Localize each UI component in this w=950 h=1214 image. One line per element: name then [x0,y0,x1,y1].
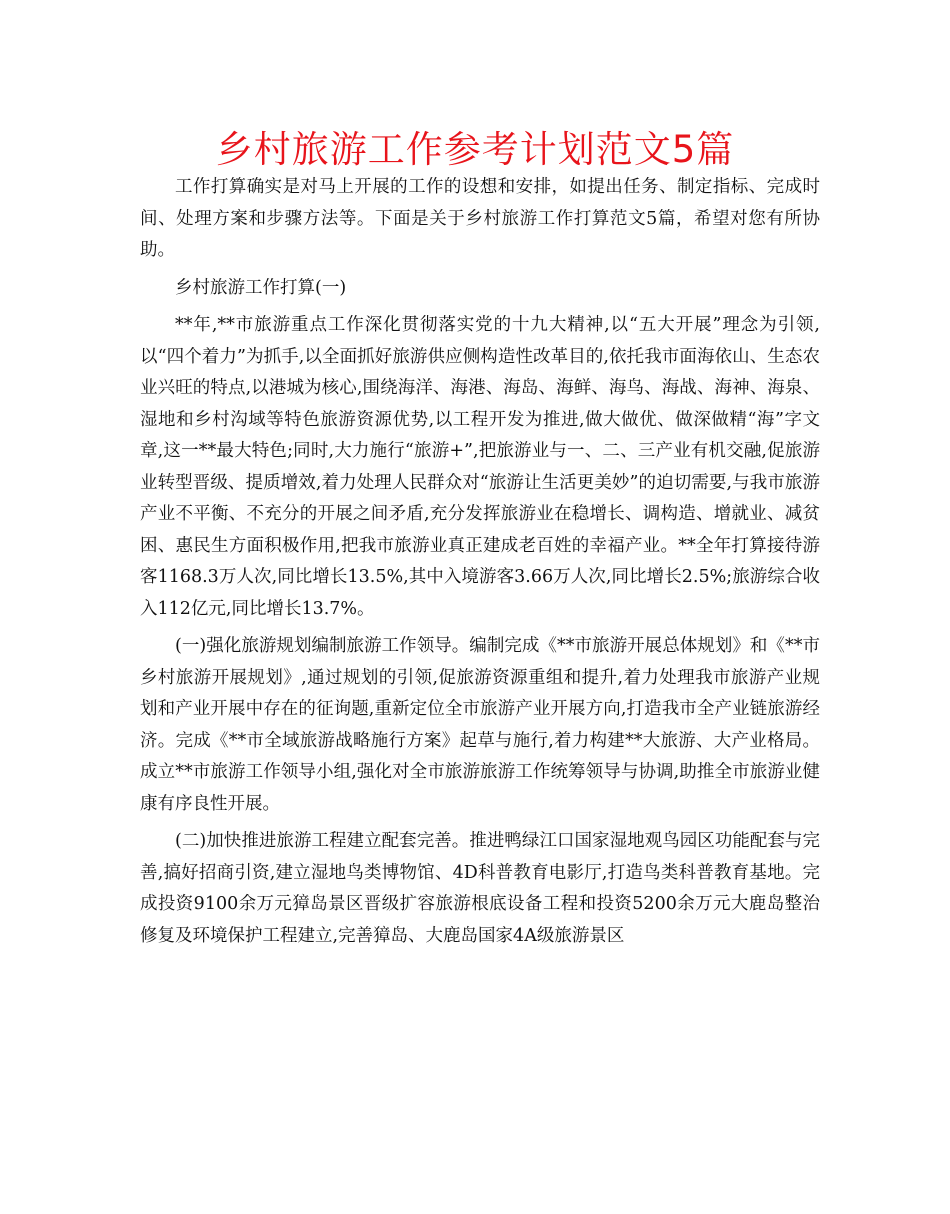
paragraph-overview: **年,**市旅游重点工作深化贯彻落实党的十九大精神,以“五大开展”理念为引领,以“四个着力”为抓手,以全面抓好旅游供应侧构造性改革目的,依托我市面海依山、生态农业兴旺的特点,以港城为核心,围绕海洋、海港、海岛、海鲜、海鸟、海战、海神、海泉、湿地和乡村沟域等特色旅游资源优势,以工程开发为推进,做大做优、做深做精“海”字文章,这一**最大特色;同时,大力施行“旅游+”,把旅游业与一、二、三产业有机交融,促旅游业转型晋级、提质增效,着力处理人民群众对“旅游让生活更美妙”的迫切需要,与我市旅游产业不平衡、不充分的开展之间矛盾,充分发挥旅游业在稳增长、调构造、增就业、减贫困、惠民生方面积极作用,把我市旅游业真正建成老百姓的幸福产业。**全年打算接待游客1168.3万人次,同比增长13.5%,其中入境游客3.66万人次,同比增长2.5%;旅游综合收入112亿元,同比增长13.7%。 [140,315,820,619]
section-heading: 乡村旅游工作打算(一) [175,277,347,298]
document-body [140,172,820,958]
paragraph-intro: 工作打算确实是对马上开展的工作的设想和安排，如提出任务、制定指标、完成时间、处理方案和步骤方法等。下面是关于乡村旅游工作打算范文5篇，希望对您有所协助。 [140,177,820,260]
paragraph-planning: (一)强化旅游规划编制旅游工作领导。编制完成《**市旅游开展总体规划》和《**市乡村旅游开展规划》,通过规划的引领,促旅游资源重组和提升,着力处理我市旅游产业规划和产业开展中存在的征询题,重新定位全市旅游产业开展方向,打造我市全产业链旅游经济。完成《**市全域旅游战略施行方案》起草与施行,着力构建**大旅游、大产业格局。成立**市旅游工作领导小组,强化对全市旅游旅游工作统筹领导与协调,助推全市旅游业健康有序良性开展。 [140,636,820,814]
document-title: 乡村旅游工作参考计划范文5篇 [215,128,735,171]
paragraph-projects: (二)加快推进旅游工程建立配套完善。推进鸭绿江口国家湿地观鸟园区功能配套与完善,搞好招商引资,建立湿地鸟类博物馆、4D科普教育电影厅,打造鸟类科普教育基地。完成投资9100余万元獐岛景区晋级扩容旅游根底设备工程和投资5200余万元大鹿岛整治修复及环境保护工程建立,完善獐岛、大鹿岛国家4A级旅游景区 [140,831,820,946]
